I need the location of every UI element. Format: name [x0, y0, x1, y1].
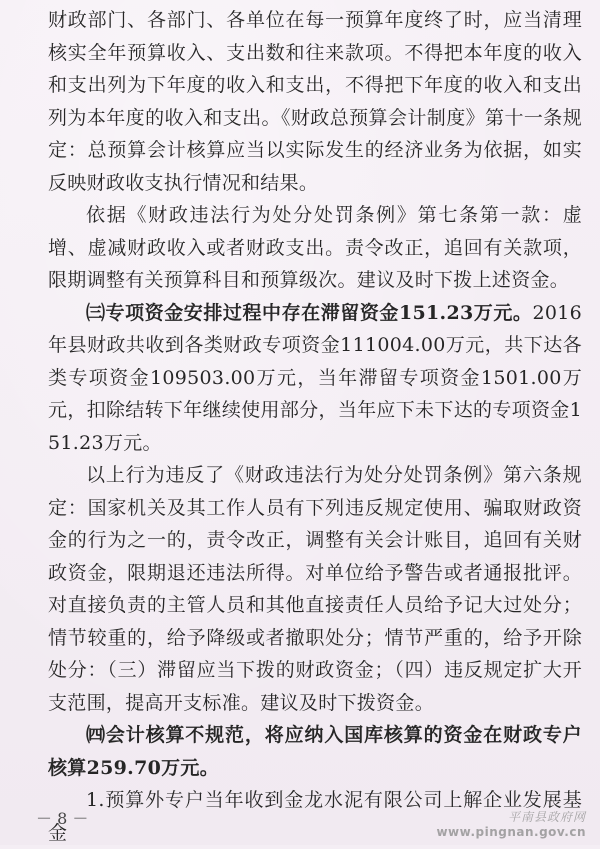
paragraph-text: 以上行为违反了《财政违法行为处分处罚条例》第六条规定：国家机关及其工作人员有下列违反规定使用、骗取财政资金的行为之一的，责令改正，调整有关会计账目，追回有关财政资金，限期退还违法所得。对单位给予警告或者通报批评。对直接负责的主管人员和其他直接责任人员给予记大过处分；情节较重的，给予降级或者撤职处分；情节严重的，给予开除处分：（三）滞留应当下拨的财政资金；（四）违反规定扩大开支范围，提高开支标准。建议及时下拨资金。: [48, 464, 582, 714]
watermark-site-name: 平南县政府网: [507, 810, 586, 824]
paragraph-violation: [48, 459, 582, 719]
section-heading-4: ㈣会计核算不规范，将应纳入国库核算的资金在财政专户核算259.70万元。: [48, 724, 582, 779]
paragraph-text: 财政部门、各部门、各单位在每一预算年度终了时，应当清理核实全年预算收入、支出数和往来款项。不得把本年度的收入和支出列为下年度的收入和支出，不得把下年度的收入和支出列为本年度的收入和支出。《财政总预算会计制度》第十一条规定：总预算会计核算应当以实际发生的经济业务为依据，如实反映财政收支执行情况和结果。: [48, 9, 582, 194]
body-text: [48, 4, 582, 849]
watermark: [436, 808, 586, 839]
paragraph-budget-clearing: [48, 4, 582, 199]
paragraph-penalty-basis: [48, 199, 582, 297]
watermark-url: www.pingnan.gov.cn: [436, 825, 586, 839]
section-heading-3: ㈢专项资金安排过程中存在滞留资金151.23万元。: [86, 301, 533, 324]
paragraph-accounting-issue: [48, 719, 582, 784]
page-number: － 8 －: [36, 809, 89, 828]
paragraph-text: 2016年县财政共收到各类财政专项资金111004.00万元，共下达各类专项资金109503.00万元，当年滞留专项资金1501.00万元，扣除结转下年继续使用部分，当年应下未下达的专项资金151.23万元。: [48, 301, 582, 454]
paragraph-text: 1.预算外专户当年收到金龙水泥有限公司上解企业发展基金: [48, 789, 582, 844]
paragraph-text: 依据《财政违法行为处分处罚条例》第七条第一款：虚增、虚减财政收入或者财政支出。责令改正，追回有关款项，限期调整有关预算科目和预算级次。建议及时下拨上述资金。: [48, 204, 582, 291]
paragraph-retained-funds: [48, 297, 582, 460]
